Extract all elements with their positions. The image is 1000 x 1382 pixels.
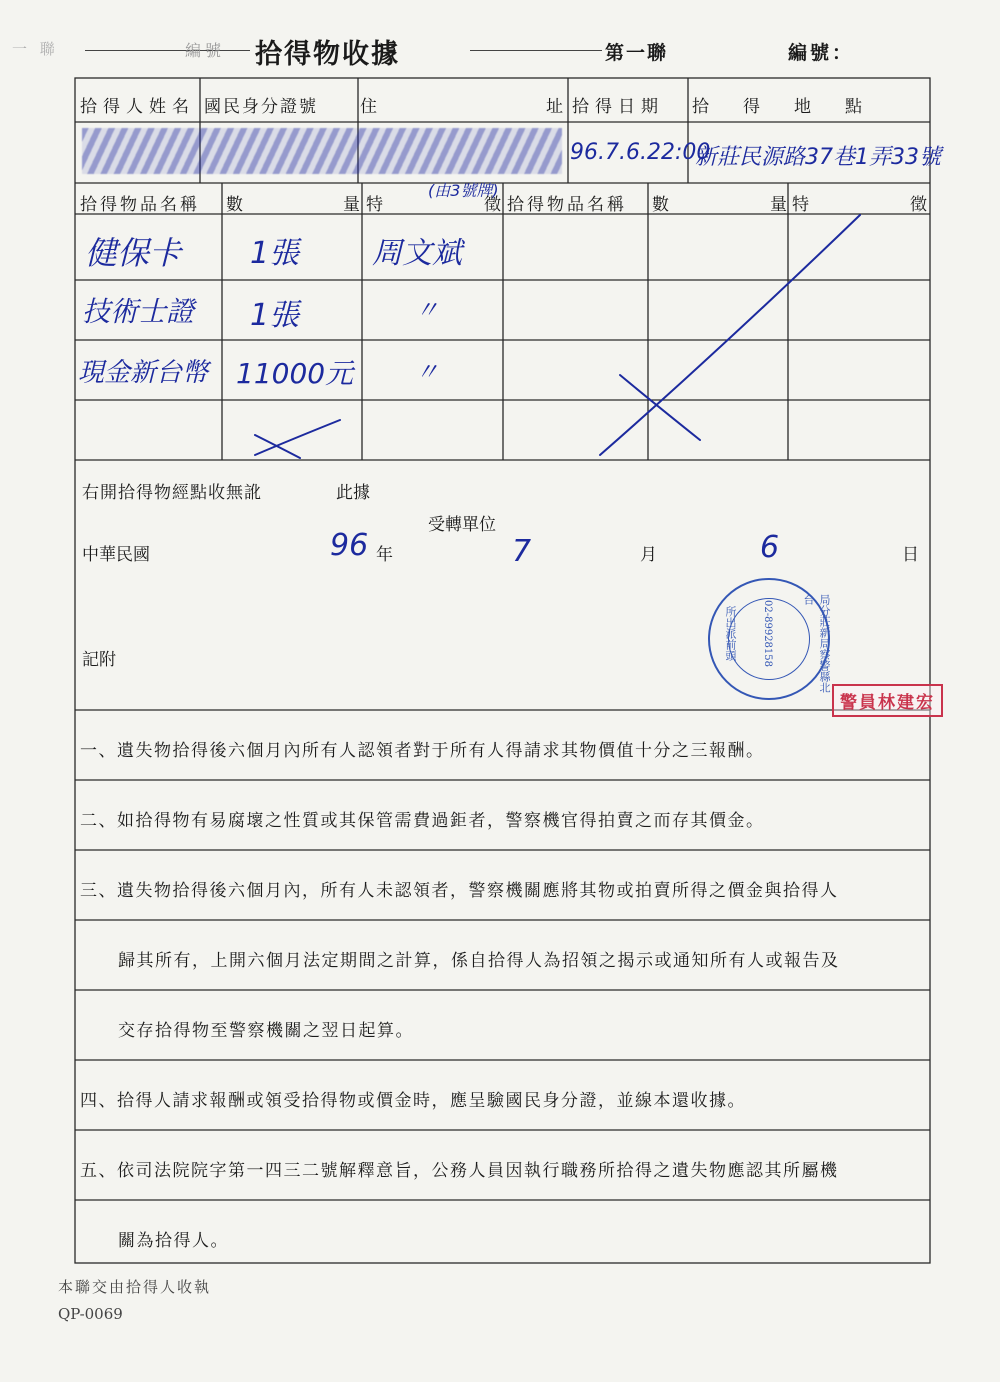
item-row-2-feature: 〃 [415, 296, 439, 324]
transfer-unit: 受轉單位 [428, 515, 496, 535]
police-station-stamp [708, 578, 830, 700]
month-label: 月 [640, 545, 657, 565]
faint-number-label: 編號 [185, 41, 226, 60]
roc-label: 中華民國 [82, 545, 150, 565]
year-label: 年 [376, 545, 393, 565]
notice-2: 二、如拾得物有易腐壞之性質或其保管需費過鉅者，警察機官得拍賣之而存其價金。 [80, 811, 765, 831]
item-row-3-qty: 11000元 [236, 357, 354, 390]
item-row-1-feature: 周文斌 [372, 236, 462, 271]
notice-3: 三、遺失物拾得後六個月內，所有人未認領者，警察機關應將其物或拍賣所得之價金與拾得人 [80, 881, 839, 901]
item-row-1-qty: 1張 [250, 236, 300, 271]
faint-header-left: 一 聯 [12, 40, 59, 58]
col-item-name: 拾得物品名稱 [80, 195, 200, 215]
hw-found-place: 新莊民源路37巷1弄33號 [695, 145, 941, 170]
notes-label: 記附 [82, 650, 116, 670]
notice-5: 五、依司法院院字第一四三二號解釋意旨，公務人員因執行職務所拾得之遺失物應認其所屬機 [80, 1161, 839, 1181]
col-address-b: 址 [546, 97, 563, 117]
hw-month: 7 [512, 534, 532, 569]
stamp-text-b: 所出派前頭 [724, 606, 737, 661]
col-id-number: 國民身分證號 [204, 97, 318, 117]
col-feature-a-2: 特 [792, 195, 809, 215]
item-row-3-feature: 〃 [415, 358, 439, 386]
item-row-2-name: 技術士證 [82, 295, 195, 328]
col-found-date: 拾得日期 [572, 97, 664, 117]
notice-5-cont: 關為拾得人。 [118, 1231, 229, 1251]
col-feature-a: 特 [366, 195, 383, 215]
col-item-name-2: 拾得物品名稱 [507, 195, 627, 215]
stamp-text-a: 局分莊新局察警縣北台 [802, 594, 831, 693]
item-row-1-name: 健保卡 [85, 234, 182, 272]
form-title: 拾得物收據 [255, 39, 400, 70]
number-label: 編號： [788, 42, 855, 64]
col-qty-a: 數 [226, 195, 243, 215]
col-finder-name: 拾得人姓名 [80, 97, 195, 117]
stamp-text-c: 02-89928158 [762, 600, 773, 668]
day-label: 日 [902, 545, 919, 565]
col-address-a: 住 [360, 97, 377, 117]
col-qty-b-2: 量 [770, 195, 787, 215]
notice-4: 四、拾得人請求報酬或領受拾得物或價金時，應呈驗國民身分證，並線本還收據。 [80, 1091, 746, 1111]
copy-label: 第一聯 [605, 42, 669, 64]
hw-day: 6 [760, 530, 780, 565]
officer-seal: 警員林建宏 [832, 684, 943, 717]
item-row-2-qty: 1張 [250, 298, 300, 333]
confirm-text: 右開拾得物經點收無訛 [82, 483, 262, 503]
notice-3-cont-2: 交存拾得物至警察機關之翌日起算。 [118, 1021, 414, 1041]
hw-year: 96 [330, 528, 369, 563]
col-feature-b: 徵 [484, 195, 501, 215]
col-qty-b: 量 [343, 195, 360, 215]
hw-found-date: 96.7.6.22:00 [570, 140, 711, 165]
receipt-word: 此據 [336, 483, 370, 503]
col-found-place: 拾 得 地 點 [692, 97, 862, 117]
item-row-3-name: 現金新台幣 [78, 358, 209, 388]
col-qty-a-2: 數 [652, 195, 669, 215]
col-feature-b-2: 徵 [910, 195, 927, 215]
copy-note: 本聯交由拾得人收執 [58, 1278, 212, 1296]
form-code: QP-0069 [58, 1305, 123, 1323]
notice-3-cont-1: 歸其所有，上開六個月法定期間之計算，係自拾得人為招領之揭示或通知所有人或報告及 [118, 951, 840, 971]
redacted-finder-details [82, 128, 562, 174]
hw-note: (由3號牌) [428, 181, 499, 200]
notice-1: 一、遺失物拾得後六個月內所有人認領者對于所有人得請求其物價值十分之三報酬。 [80, 741, 765, 761]
